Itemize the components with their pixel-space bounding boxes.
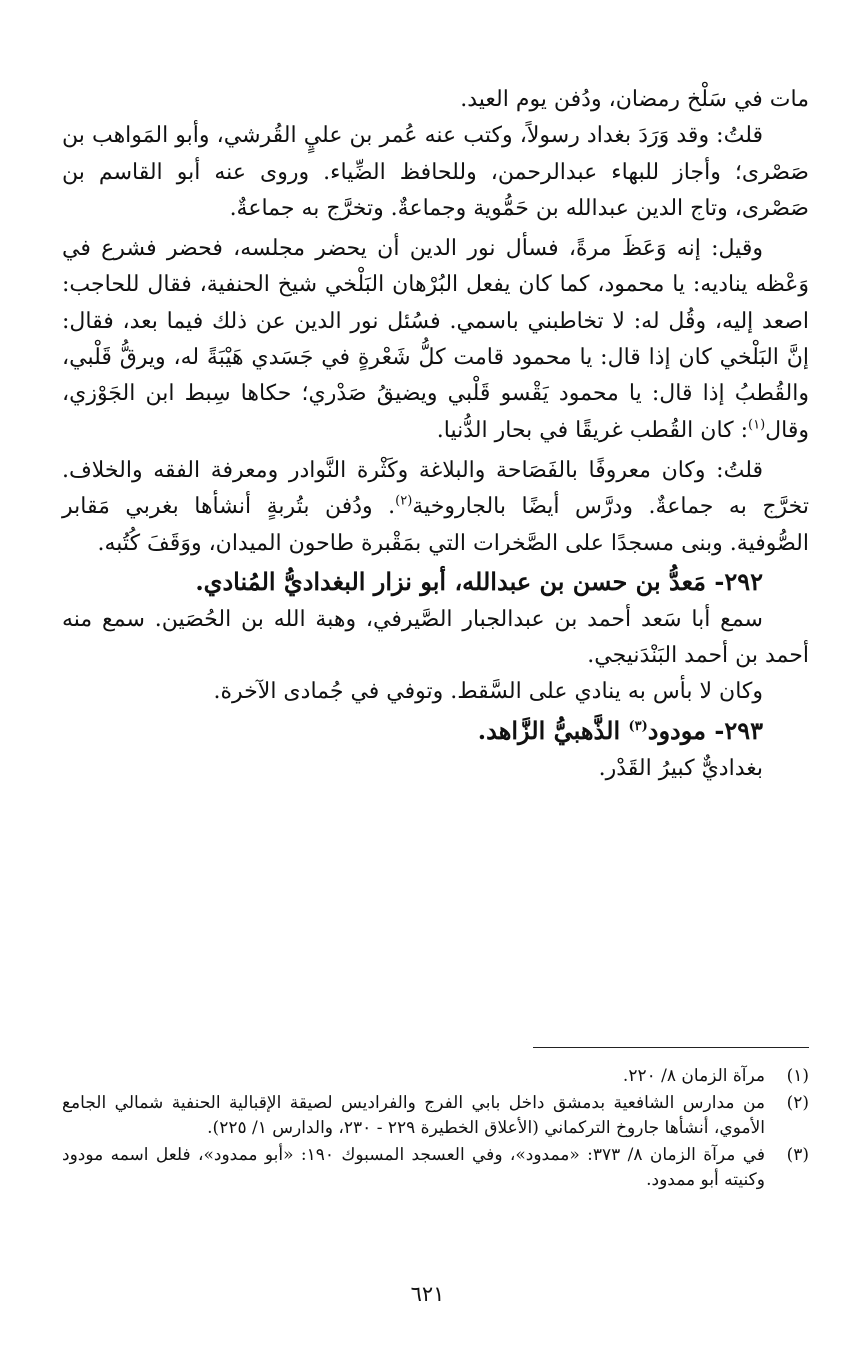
footnote-ref: (٢) [395,493,413,509]
footnote-number: (٢) [786,1093,809,1113]
paragraph [62,118,809,227]
paragraph-text: : كان القُطب غريقًا في بحار الدُّنيا. [436,417,749,443]
paragraph-text: . ودُفن بتُربةٍ أنشأها بغربي مَقابر الصُّوفية. وبنى مسجدًا على الصَّخرات التي بمَقْبرة طاحون الميدان، ووَقَفَ كُتُبه. [62,494,809,556]
footnote-text: في مرآة الزمان ٨/ ٣٧٣: «ممدود»، وفي العسجد المسبوك ١٩٠: «أبو ممدود»، فلعل اسمه مودود وكنيته أبو ممدود. [62,1145,765,1190]
paragraph: مات في سَلْخ رمضان، ودُفن يوم العيد. [460,87,809,112]
footnote-ref: (٣) [628,718,648,734]
footnote [62,1143,809,1193]
footnote-text: من مدارس الشافعية بدمشق داخل بابي الفرج والفراديس لصيقة الإقبالية الحنفية شمالي الجامع الأموي، أنشأها جاروخ التركماني (الأعلاق الخطيرة ٢٢٩ - ٢٣٠، والدارس ١/ ٢٢٥). [62,1093,765,1138]
paragraph [62,453,809,562]
entry-heading-293 [62,711,809,751]
footnote-ref: (١) [748,417,766,433]
paragraph [62,231,809,449]
footnote-number: (١) [786,1066,809,1086]
footnote-number: (٣) [786,1145,809,1165]
paragraph-text: وقيل: إنه وَعَظَ مرةً، فسأل نور الدين أن يحضر مجلسه، فحضر فشرع في وَعْظه يناديه: يا محمود، كما كان يفعل البُرْهان البَلْخي شيخ الحنفية، فقال للحاجب: اصعد إليه، وقُل له: لا تخاطبني باسمي. فسُئل نور الدين عن ذلك فيما بعد، فقال: إنَّ البَلْخي كان إذا قال: يا محمود قامت كلُّ شَعْرةٍ في جَسَدي هَيْبَةً له، ويرقُّ قَلْبي، والقُطبُ إذا قال: يا محمود يَقْسو قَلْبي ويضيقُ صَدْري؛ حكاها سِبط ابن الجَوْزي، وقال [62,236,809,443]
heading-text: ٢٩٣- مودود [647,715,763,745]
paragraph-text: قلتُ: وقد وَرَدَ بغداد رسولاً، وكتب عنه عُمر بن عليٍ القُرشي، وأبو المَواهب بن صَصْرى؛ وأجاز للبهاء عبدالرحمن، وللحافظ الضِّياء. وروى عنه أبو القاسم بن صَصْرى، وتاج الدين عبدالله بن حَمُّوية وجماعةٌ. وتخرَّج به جماعةٌ. [62,123,809,221]
paragraph: سمع أبا سَعد أحمد بن عبدالجبار الصَّيرفي، وهبة الله بن الحُصَين. سمع منه أحمد بن أحمد البَنْدَنيجي. [62,606,809,669]
footnote [62,1064,809,1089]
paragraph: بغداديٌّ كبيرُ القَدْر. [598,755,763,781]
footnote-text: مرآة الزمان ٨/ ٢٢٠. [622,1066,765,1086]
page-number: ٦٢١ [410,1282,445,1306]
footnote-separator [533,1047,809,1048]
entry-heading-292: ٢٩٢- مَعدُّ بن حسن بن عبدالله، أبو نزار البغداديُّ المُنادي. [195,566,763,596]
paragraph: وكان لا بأس به ينادي على السَّقط. وتوفي في جُمادى الآخرة. [213,679,763,705]
main-text [62,82,809,787]
paragraph-text: قلتُ: وكان معروفًا بالفَصَاحة والبلاغة وكَثْرة النَّوادر ومعرفة الفقه والخلاف. تخرَّج به جماعةٌ. ودرَّس أيضًا بالجاروخية [62,457,809,520]
heading-text: الذَّهبيُّ الزَّاهد. [477,715,629,745]
footnotes [62,1064,809,1195]
footnote [62,1091,809,1141]
